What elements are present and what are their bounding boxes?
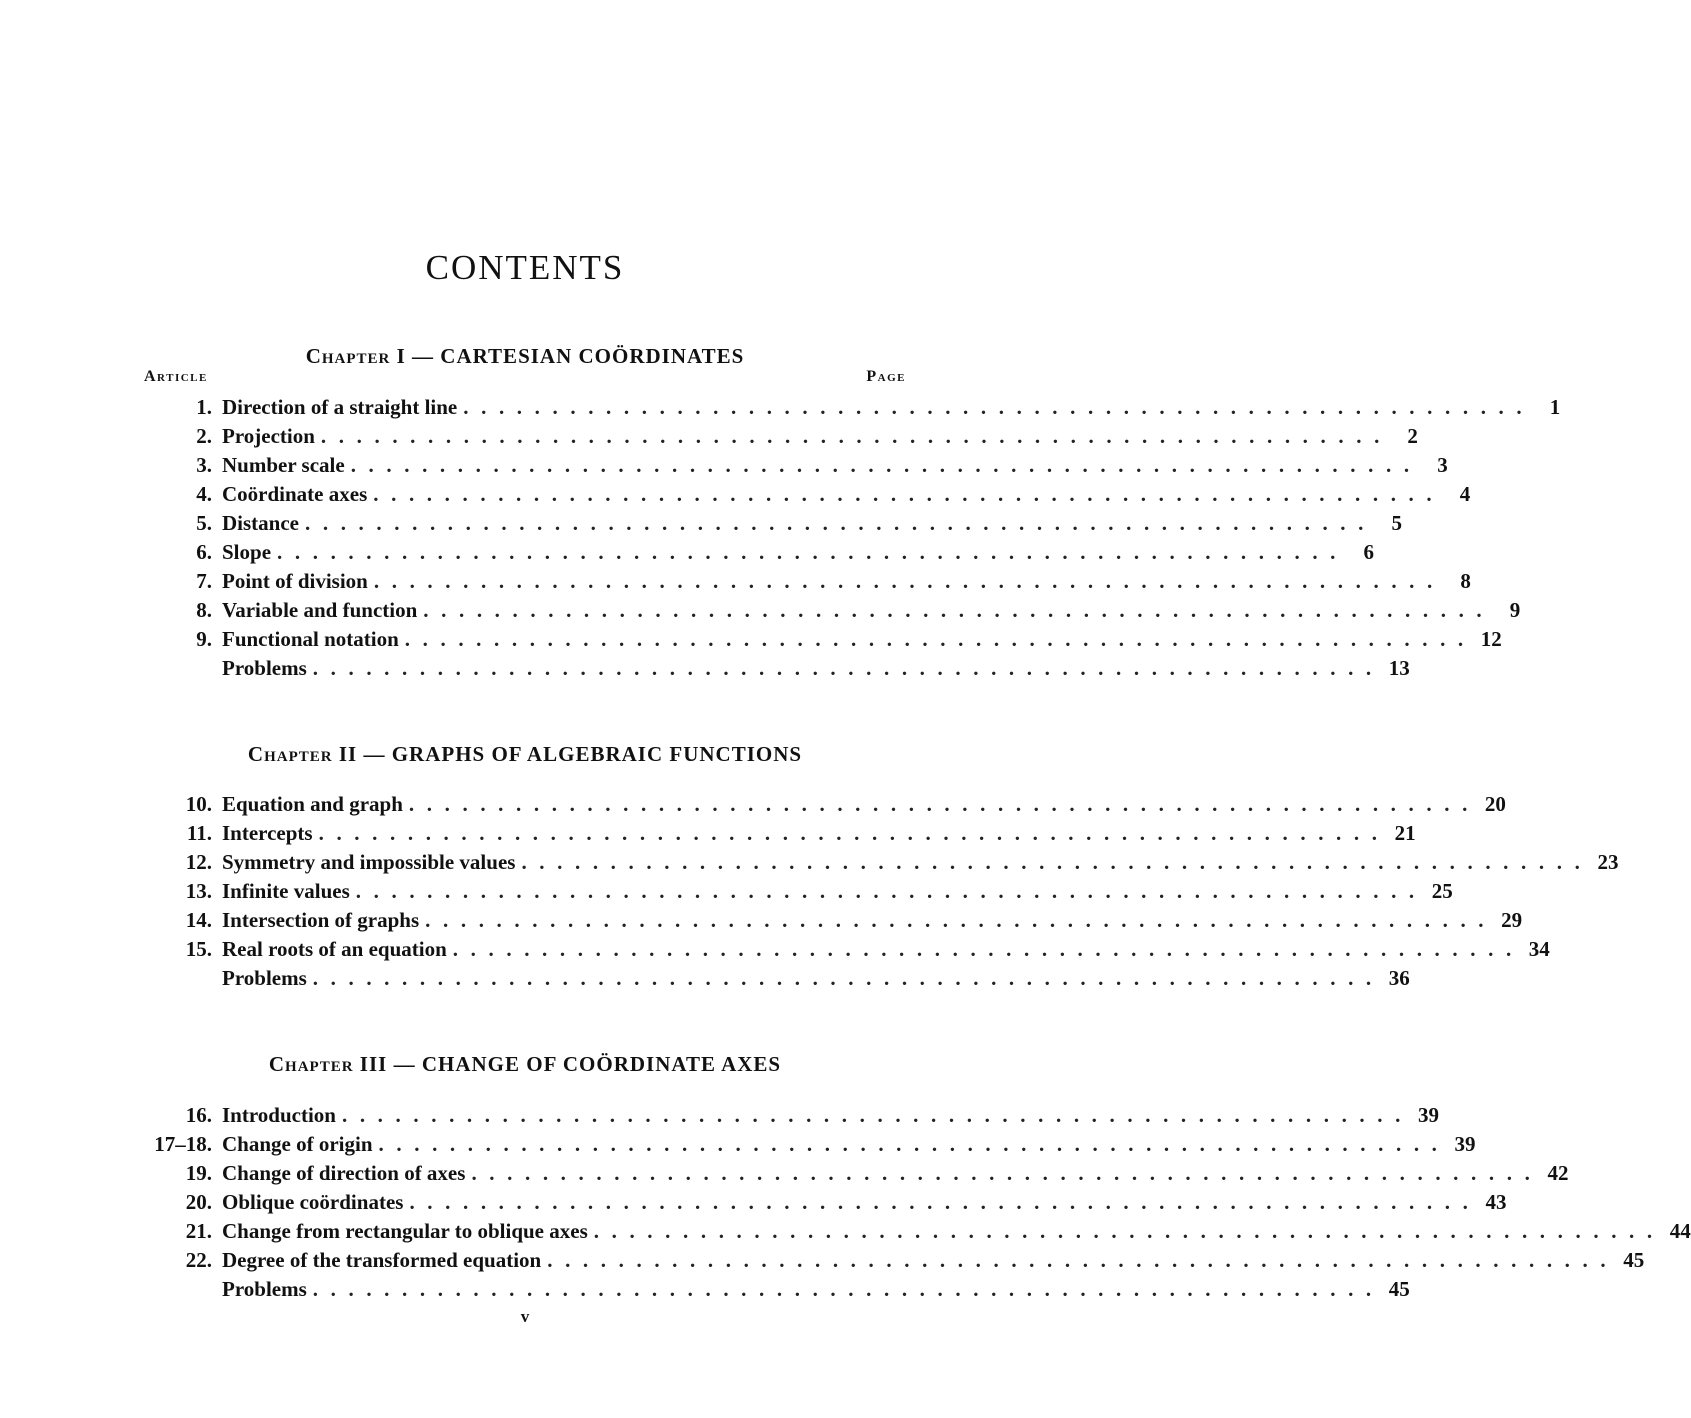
entry-title: Change from rectangular to oblique axes (222, 1217, 594, 1246)
entry-title: Projection (222, 422, 321, 451)
entry-title: Slope (222, 538, 277, 567)
article-number: 17–18. (154, 1132, 212, 1156)
chapter-title: CARTESIAN COÖRDINATES (440, 344, 745, 368)
entry-leader-line (222, 509, 1402, 538)
page-number: 4 (1444, 480, 1470, 509)
article-number: 21. (185, 1219, 212, 1243)
entry-leader-line (222, 877, 1453, 906)
entry-leader-line (222, 654, 1410, 683)
page-number: 25 (1427, 877, 1453, 906)
page-number: 12 (1476, 625, 1502, 654)
dot-leader: ............................................................ (305, 511, 1376, 535)
dot-leader: ............................................................ (408, 792, 1480, 816)
chapter-title: CHANGE OF COÖRDINATE AXES (421, 1052, 782, 1076)
page-number: 39 (1450, 1130, 1476, 1159)
dot-leader: ............................................................ (423, 598, 1495, 622)
article-number: 10. (185, 792, 212, 816)
toc-entry (140, 1159, 1569, 1188)
page-number: 2 (1392, 422, 1418, 451)
entry-title: Number scale (222, 451, 351, 480)
entry-leader-line (222, 567, 1471, 596)
entry-title: Intercepts (222, 819, 319, 848)
entry-title: Problems (222, 1275, 313, 1304)
entry-title: Variable and function (222, 596, 423, 625)
entry-leader-line (222, 1275, 1410, 1304)
chapter-2-entries (140, 790, 1619, 993)
toc-entry (140, 451, 1448, 480)
chapter-label: Chapter (268, 1052, 354, 1076)
entry-leader-line (222, 906, 1523, 935)
toc-entry (140, 538, 1375, 567)
toc-entry (140, 422, 1418, 451)
dot-leader: ............................................................ (277, 540, 1349, 564)
entry-title: Introduction (222, 1101, 342, 1130)
entry-leader-line (222, 393, 1561, 422)
chapter-heading-1: Chapter I — CARTESIAN COÖRDINATES (305, 344, 745, 368)
page-number: 20 (1480, 790, 1506, 819)
page-number: 6 (1348, 538, 1374, 567)
toc-entry (140, 964, 1410, 993)
page-number: 8 (1445, 567, 1471, 596)
entry-title: Symmetry and impossible values (222, 848, 521, 877)
toc-entry (140, 906, 1523, 935)
article-number: 16. (185, 1103, 212, 1127)
entry-title: Infinite values (222, 877, 356, 906)
dot-leader: ............................................................ (355, 879, 1427, 903)
article-number: 22. (185, 1248, 212, 1272)
toc-entry (140, 1217, 1691, 1246)
dot-leader: ............................................................ (452, 937, 1524, 961)
chapter-numeral: II (338, 742, 358, 766)
dot-leader: ............................................................ (593, 1219, 1665, 1243)
dot-leader: ............................................................ (350, 453, 1422, 477)
dot-leader: ............................................................ (378, 1132, 1450, 1156)
chapter-heading-2: Chapter II — GRAPHS OF ALGEBRAIC FUNCTIONS (247, 742, 803, 766)
entry-leader-line (222, 819, 1416, 848)
chapter-numeral: III (359, 1052, 388, 1076)
entry-title: Equation and graph (222, 790, 409, 819)
page-number: 21 (1390, 819, 1416, 848)
page-folio: v (520, 1307, 530, 1326)
entry-title: Problems (222, 654, 313, 683)
article-number: 1. (196, 395, 212, 419)
entry-title: Distance (222, 509, 305, 538)
entry-leader-line (222, 625, 1502, 654)
dot-leader: ............................................................ (425, 908, 1497, 932)
toc-entry (140, 819, 1416, 848)
article-number: 20. (185, 1190, 212, 1214)
entry-leader-line (222, 538, 1375, 567)
entry-title: Degree of the transformed equation (222, 1246, 547, 1275)
dot-leader: ............................................................ (373, 569, 1445, 593)
entry-title: Direction of a straight line (222, 393, 463, 422)
entry-title: Point of division (222, 567, 374, 596)
entry-title: Coördinate axes (222, 480, 373, 509)
toc-entry (140, 790, 1506, 819)
toc-entry (140, 877, 1453, 906)
page-number: 36 (1384, 964, 1410, 993)
page-title: CONTENTS (425, 248, 625, 287)
article-number: 14. (185, 908, 212, 932)
entry-leader-line (222, 596, 1521, 625)
article-number: 2. (196, 424, 212, 448)
page-number: 42 (1542, 1159, 1568, 1188)
chapter-numeral: I (396, 344, 406, 368)
page-number: 29 (1496, 906, 1522, 935)
entry-title: Change of origin (222, 1130, 379, 1159)
article-number: 6. (196, 540, 212, 564)
toc-entry (140, 480, 1471, 509)
entry-leader-line (222, 1130, 1476, 1159)
article-number: 13. (185, 879, 212, 903)
page-number: 45 (1618, 1246, 1644, 1275)
article-number: 9. (196, 627, 212, 651)
toc-entry (140, 1188, 1507, 1217)
entry-leader-line (222, 1101, 1439, 1130)
entry-leader-line (222, 964, 1410, 993)
page-number: 5 (1376, 509, 1402, 538)
article-number: 3. (196, 453, 212, 477)
dot-leader: ............................................................ (547, 1248, 1619, 1272)
toc-entry (140, 625, 1502, 654)
toc-entry (140, 509, 1402, 538)
page-number: 45 (1384, 1275, 1410, 1304)
entry-leader-line (222, 480, 1471, 509)
toc-entry (140, 1130, 1476, 1159)
article-number: 5. (196, 511, 212, 535)
article-number: 19. (185, 1161, 212, 1185)
page-number: 23 (1592, 848, 1618, 877)
article-number: 11. (186, 821, 212, 845)
entry-title: Functional notation (222, 625, 405, 654)
dot-leader: ............................................................ (312, 656, 1384, 680)
dot-leader: ............................................................ (373, 482, 1445, 506)
dot-leader: ............................................................ (320, 424, 1392, 448)
entry-leader-line (222, 790, 1506, 819)
toc-entry (140, 935, 1550, 964)
dot-leader: ............................................................ (341, 1103, 1413, 1127)
page-number: 13 (1384, 654, 1410, 683)
dot-leader: ............................................................ (312, 1277, 1384, 1301)
dot-leader: ............................................................ (409, 1190, 1481, 1214)
chapter-heading-3: Chapter III — CHANGE OF COÖRDINATE AXES (268, 1052, 782, 1076)
article-number: 8. (196, 598, 212, 622)
dot-leader: ............................................................ (318, 821, 1390, 845)
page-number: 9 (1494, 596, 1520, 625)
entry-leader-line (222, 1188, 1507, 1217)
toc-entry (140, 1246, 1645, 1275)
entry-leader-line (222, 1246, 1645, 1275)
article-column-label: Article (144, 368, 208, 385)
entry-leader-line (222, 1159, 1569, 1188)
entry-title: Problems (222, 964, 313, 993)
article-number: 7. (196, 569, 212, 593)
entry-leader-line (222, 422, 1418, 451)
article-number: 12. (185, 850, 212, 874)
page-number: 34 (1524, 935, 1550, 964)
page-number: 43 (1480, 1188, 1506, 1217)
entry-leader-line (222, 1217, 1691, 1246)
chapter-title: GRAPHS OF ALGEBRAIC FUNCTIONS (391, 742, 803, 766)
toc-entry (140, 596, 1521, 625)
entry-title: Intersection of graphs (222, 906, 425, 935)
dot-leader: ............................................................ (404, 627, 1476, 651)
toc-entry (140, 1275, 1410, 1304)
page-number: 39 (1413, 1101, 1439, 1130)
chapter-label: Chapter (305, 344, 391, 368)
entry-title: Change of direction of axes (222, 1159, 471, 1188)
toc-entry (140, 1101, 1439, 1130)
entry-leader-line (222, 935, 1550, 964)
dot-leader: ............................................................ (463, 395, 1535, 419)
toc-entry (140, 393, 1561, 422)
chapter-3-entries (140, 1101, 1691, 1304)
page-number: 3 (1422, 451, 1448, 480)
entry-leader-line (222, 451, 1448, 480)
entry-title: Oblique coördinates (222, 1188, 409, 1217)
article-number: 4. (196, 482, 212, 506)
article-number: 15. (185, 937, 212, 961)
dot-leader: ............................................................ (471, 1161, 1543, 1185)
chapter-1-entries (140, 393, 1561, 683)
dot-leader: ............................................................ (521, 850, 1593, 874)
page-number: 44 (1665, 1217, 1691, 1246)
dot-leader: ............................................................ (312, 966, 1384, 990)
toc-entry (140, 567, 1471, 596)
page-number: 1 (1534, 393, 1560, 422)
entry-title: Real roots of an equation (222, 935, 453, 964)
toc-entry (140, 654, 1410, 683)
page-column-label: Page (866, 368, 906, 385)
toc-entry (140, 848, 1619, 877)
chapter-label: Chapter (247, 742, 333, 766)
entry-leader-line (222, 848, 1619, 877)
